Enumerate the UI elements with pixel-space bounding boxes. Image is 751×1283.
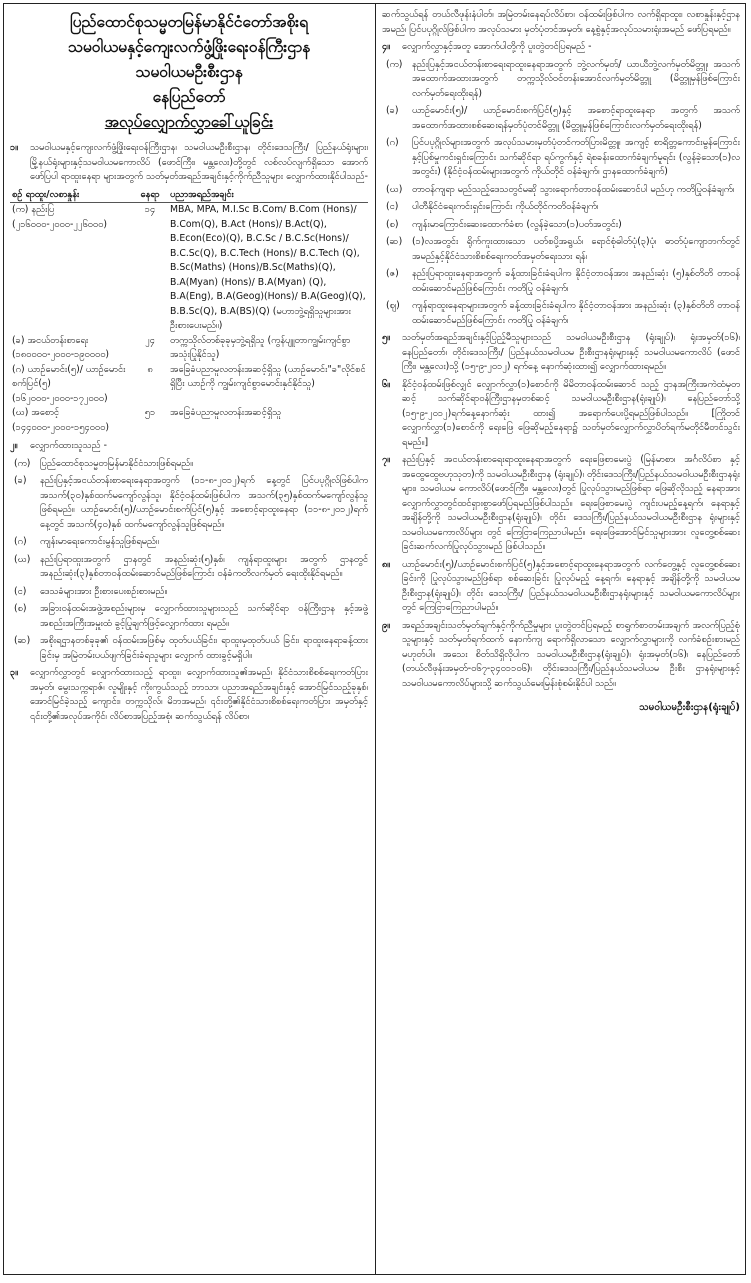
list-item (382, 267, 740, 296)
list-item-marker: (ဂ) (386, 137, 399, 148)
list-item-text: အခြားဝန်ထမ်းအဖွဲ့အစည်းများမှ လျှောက်ထားသူများသည် သက်ဆိုင်ရာ ဝန်ကြီးဌာန နှင့်အဖွဲ့အစည်းအကြီးအမှူးထံ ခွင့်ပြုချက်ဖြင့်လျှောက်ထား ရမည်။ (40, 603, 368, 629)
list-item (382, 136, 740, 180)
section-4-text: လျှောက်လွှာနှင့်အတူ အောက်ပါတို့ကို ပူးတွဲတင်ပြရမည် - (402, 41, 592, 52)
list-item-marker: (ခ) (386, 105, 399, 116)
list-item-text: ပြင်ပပုဂ္ဂိုလ်များအတွက် အလုပ်သမားမှတ်ပုံတင်ကတ်ပြားမိတ္တူ၊ အကျင့် စာရိတ္တကောင်းမွန်ကြောင်းနှင့်ပြစ်မှုကင်းရှင်းကြောင်း သက်ဆိုင်ရာ ရပ်ကွက်နှင့် ရဲစခန်းထောက်ခံချက်မူရင်း (လွန်ခဲ့သော(၁)လအတွင်း) (နိုင်ငံ့ဝန်ထမ်းများအတွက် ကိုယ်တိုင် ဝန်ခံချက်၊ ဌာနထောက်ခံချက်) (412, 137, 740, 177)
list-item-marker: (ဃ) (386, 183, 403, 195)
list-item-text: နည်းပြရာထူးအတွက် ဌာနတွင် အနည်းဆုံး(၅)နှစ်၊ ကျန်ရာထူးများ အတွက် ဌာနတွင် အနည်းဆုံး(၃)နှစ်တာဝန်ထမ်းဆောင်မည်ဖြစ်ကြောင်း ဝန်ခံကတိလက်မှတ် ရေးထိုးနိုင်ရမည်။ (40, 553, 368, 579)
section-6-text: နိုင်ငံ့ဝန်ထမ်းဖြစ်လျှင် လျှောက်လွှာ(၁)စောင်ကို မိမိတာဝန်ထမ်းဆောင် သည့် ဌာနအကြီးအကဲထံမှတဆင့် သက်ဆိုင်ရာဝန်ကြီးဌာနမှတစ်ဆင့် သမဝါယမဦးစီးဌာန(ရုံးချုပ်)၊ နေပြည်တော်သို့ (၁၅-၉-၂၀၁၂)ရက်နေ့နောက်ဆုံး ထား၍ အရောက်ပေးပို့ရမည်ဖြစ်ပါသည်။ [ကြိုတင်လျှောက်လွှာ(၁)စောင်ကို ရေးဖြေ ဖြေဆိုမည့်နေရာ၌ သတ်မှတ်လျှောက်လွှာပိတ်ရက်မတိုင်မီတင်သွင်း ရမည်။] (402, 378, 740, 448)
table-row (10, 334, 368, 363)
list-item-text: (၁)လအတွင်း ရိုက်ကူးထားသော ပတ်စပို့အရွယ်၊ ရောင်စုံဓါတ်ပုံ(၃)ပုံ၊ ဓာတ်ပုံကျောဘက်တွင် အမည်နှင့်နိုင်ငံသားစိစစ်ရေးကတ်အမှတ်ရေးသား ရန်၊ (412, 236, 740, 262)
announcement-page (3, 3, 746, 1275)
position-count: ၈ (147, 363, 153, 375)
section-3 (10, 666, 368, 724)
list-item (382, 104, 740, 133)
position-cell (10, 406, 132, 435)
list-item-text: ယာဉ်မောင်း(၅)/ ယာဉ်မောင်းစက်ပြင်(၅)နှင့် အစောင့်ရာထူးနေရာ အတွက် အသက် အထောက်အထားစစ်ဆေးရန်မှတ်ပုံတင်မိတ္တူ (မိတ္တူမှန်ဖြစ်ကြောင်းလက်မှတ်ရေးထိုးရန်) (412, 105, 740, 131)
list-item-text: နည်းပြနှင့်အငယ်တန်းစာရေးနေရာအတွက် (၁၁-၈-၂၀၁၂)ရက် နေ့တွင် ပြင်ပပုဂ္ဂိုလ်ဖြစ်ပါက အသက်(၃၀)နှစ်ထက်မကျော်လွန်သူ၊ နိုင်ငံ့ဝန်ထမ်းဖြစ်ပါက အသက်(၃၅)နှစ်ထက်မကျော်လွန်သူဖြစ်ရမည်။ ယာဉ်မောင်း(၅)/ယာဉ်မောင်းစက်ပြင်(၅)နှင့် အစောင့်ရာထူးနေရာ (၁၁-၈-၂၀၁၂)ရက်နေ့တွင် အသက်(၄၀)နှစ် ထက်မကျော်လွန်သူဖြစ်ရမည်။ (40, 475, 368, 530)
position-qualification: တက္ကသိုလ်တစ်ခုခုမှဘွဲ့ရရှိသူ (ကွန်ပျူတာကျွမ်းကျင်စွာအသုံးပြုနိုင်သူ) (170, 334, 351, 360)
section-9-text: အရည်အချင်းသတ်မှတ်ချက်နှင့်ကိုက်ညီမှုများ ပူးတွဲတင်ပြရမည့် စာရွက်စာတမ်းအချက် အလက်ပြည့်စုံသူများနှင့် သတ်မှတ်ရက်ထက် နောက်ကျ ရောက်ရှိလာသော လျှောက်လွှာများကို လက်ခံစဉ်းစားမည်မဟုတ်ပါ။ အသေး စိတ်သိရှိလိုပါက သမဝါယမဦးစီးဌာန(ရုံးချုပ်)၊ ရုံးအမှတ်(၁၆)၊ နေပြည်တော် (တယ်လီဖုန်းအမှတ်-၀၆၇-၃၄၀၁၁၀၆)၊ တိုင်းဒေသကြီး/ပြည်နယ်သမဝါယမ ဦးစီး ဌာနရုံးများနှင့် သမဝါယမကောလိပ်များသို့ ဆက်သွယ်မေးမြန်းစုံစမ်းနိုင်ပါ သည်။ (402, 619, 740, 689)
section-1-text: သမဝါယမနှင့်ကျေးလက်ဖွံ့ဖြိုးရေးဝန်ကြီးဌာန၊ သမဝါယမဦးစီးဌာန၊ တိုင်းဒေသကြီး/ ပြည်နယ်ရုံးများ၊မြို့နယ်ရုံးများနှင့်သမဝါယမကောလိပ် (ဖောင်ကြီး၊ မန္တလေး)တို့တွင် လစ်လပ်လျက်ရှိသော အောက်ဖော်ပြပါ ရာထူးနေရာ များအတွက် သတ်မှတ်အရည်အချင်းနှင့်ကိုက်ညီသူများ လျှောက်ထားနိုင်ပါသည်- (30, 142, 368, 182)
list-item-marker: (ဆ) (14, 635, 31, 646)
section-2 (10, 439, 368, 454)
list-item (382, 58, 740, 102)
list-item-text: ပါတီနိုင်ငံရေးကင်းရှင်းကြောင်း ကိုယ်တိုင်ကတိဝန်ခံချက်၊ (412, 201, 599, 212)
list-item-marker: (င) (14, 585, 27, 597)
signature-department: သမဝါယမဦးစီးဌာန(ရုံးချုပ်) (639, 702, 740, 713)
list-item-text: တာဝန်ကျရာ မည်သည့်ဒေသတွင်မဆို သွားရောက်တာဝန်ထမ်းဆောင်ပါ မည်ဟု ကတိပြုဝန်ခံချက်၊ (412, 183, 735, 195)
list-item-marker: (စ) (386, 218, 399, 230)
list-item-text: အစိုးရဌာနတစ်ခုခု၏ ဝန်ထမ်းအဖြစ်မှ ထုတ်ပယ်ခြင်း၊ ရာထူးမှထုတ်ပယ် ခြင်း၊ ရာထူးနေရာခန့်ထားခြင်းမှ အမြဲတမ်းပယ်ဖျက်ခြင်းခံရသူများ လျှောက် ထားခွင့်မရှိပါ။ (40, 635, 368, 661)
list-item-marker: (ခ) (14, 475, 27, 486)
position-count: ၁၄ (144, 204, 156, 215)
position-salary: (၁၆၂၀၀၀-၂၀၀၀-၁၇၂၀၀၀) (12, 392, 108, 404)
section-3-number: ၃။ (10, 667, 19, 678)
header-qualification: ပညာအရည်အချင်း (168, 188, 368, 203)
position-count: ၅၁ (144, 407, 156, 418)
list-item (382, 235, 740, 264)
position-salary: (၁၈၀၀၀၀-၂၀၀၀-၁၉၀၀၀၀) (12, 349, 110, 360)
position-qualification: အခြေခံပညာမူလတန်းအဆင့်ရှိသူ (170, 407, 282, 418)
position-cell (10, 363, 132, 407)
section-3-continued: ဆက်သွယ်ရန် တယ်လီဖုန်းနံပါတ်၊ အမြဲတမ်းနေရပ်လိပ်စာ၊ ဝန်ထမ်းဖြစ်ပါက လက်ရှိရာထူး၊ လစာနှုန်းနှင့်ဌာနအမည်၊ ပြင်ပပုဂ္ဂိုလ်ဖြစ်ပါက အလုပ်သမား မှတ်ပုံတင်အမှတ်၊ နေ့စွဲနှင့်အလုပ်သမားရုံးအမည် ဖော်ပြရမည်။ (382, 9, 740, 35)
section-9 (382, 619, 740, 692)
table-row (10, 406, 368, 435)
section-1 (10, 141, 368, 185)
position-title: (ဃ) အစောင့် (12, 407, 60, 418)
positions-table (10, 188, 368, 436)
section-4 (382, 40, 740, 55)
position-title: (ခ) အငယ်တန်းစာရေး (12, 334, 89, 346)
section-9-number: ၉။ (382, 619, 391, 631)
list-item (10, 553, 368, 582)
header-line-government: ပြည်ထောင်စုသမ္မတမြန်မာနိုင်ငံတော်အစိုးရ (69, 13, 309, 31)
list-item-text: ပြည်ထောင်စုသမ္မတမြန်မာနိုင်ငံသားဖြစ်ရမည်။ (40, 457, 194, 469)
column-divider (375, 4, 376, 1274)
position-qualification: MBA, MPA, M.I.Sc B.Com/ B.Com (Hons)/ B.Com(Q), B.Act (Hons)/ B.Act(Q), B.Econ(Eco)(Q), B.C.Sc / B.C.Sc(Hons)/ B.C.Sc(Q), B.C.Tech (Hons)/ B.C.Tech (Q), B.Sc(Maths) (Hons)/B.Sc(Maths)(Q), B.A(Myan) (Hons)/ B.A(Myan) (Q), B.A(Eng), B.A(Geog)(Hons)/ B.A(Geog)(Q), B.B.Sc(Q), B.A(BS)(Q) (မဟာဘွဲ့ရရှိသူများအား ဦးစားပေးမည်။) (170, 204, 366, 331)
section-5 (382, 331, 740, 375)
list-item-marker: (က) (14, 457, 31, 469)
list-item (382, 218, 740, 233)
section-8 (382, 558, 740, 616)
list-item-text: ကျန်ရာထူးနေရာများအတွက် ခန့်ထားခြင်းခံရပါက နိုင်ငံ့တာဝန်အား အနည်းဆုံး (၃)နှစ်တိတိ တာဝန်ထမ်းဆောင်မည်ဖြစ်ကြောင်း ကတိပြု ဝန်ခံချက်၊ (412, 300, 740, 326)
position-title: (ဂ) ယာဉ်မောင်း(၅)/ ယာဉ်မောင်းစက်ပြင်(၅) (12, 363, 126, 389)
list-item-marker: (ဇ) (386, 268, 399, 279)
position-cell (10, 334, 132, 363)
left-column (10, 8, 368, 1270)
list-item-text: ကျန်းမာကြောင်းဆေးထောက်ခံစာ (လွန်ခဲ့သော(၁)ပတ်အတွင်း) (412, 218, 622, 230)
section-7-text: နည်းပြနှင့် အငယ်တန်းစာရေးရာထူးနေရာအတွက် ရေးဖြေစာမေးပွဲ (မြန်မာစာ၊ အင်္ဂလိပ်စာ နှင့်အထွေထွေဗဟုသုတ)ကို သမဝါယမဦးစီးဌာန (ရုံးချုပ်)၊ တိုင်းဒေသကြီး/ပြည်နယ်သမဝါယမဦးစီးဌာနရုံးများ၊ သမဝါယမ ကောလိပ်(ဖောင်ကြီး၊ မန္တလေး)တွင် ပြုလုပ်သွားမည်ဖြစ်ရာ ဖြေဆိုလိုသည့် နေရာအား လျှောက်လွှာတွင်ထင်ရှားစွာဖော်ပြရမည်ဖြစ်ပါသည်။ ရေးဖြေစာမေးပွဲ ကျင်းပမည့်နေ့ရက်၊ နေရာနှင့်အချိန်တို့ကို သမဝါယမဦးစီးဌာန(ရုံးချုပ်)၊ တိုင်း ဒေသကြီး/ပြည်နယ်သမဝါယမဦးစီးဌာန ရုံးများနှင့်သမဝါယမကောလိပ်များ တွင် ကြေငြာကြေညာပါမည်။ ရေးဖြေအောင်မြင်သူများအား လူတွေ့စစ်ဆေး ခြင်းဆက်လက်ပြုလုပ်သွားမည် ဖြစ်ပါသည်။ (402, 454, 740, 552)
position-salary: (၂၁၆၀၀၀-၂၀၀၀-၂၂၆၀၀၀) (12, 218, 107, 230)
header-line-city: နေပြည်တော် (152, 88, 226, 106)
section-7-number: ၇။ (382, 454, 391, 465)
list-item (382, 183, 740, 198)
section-3-text: လျှောက်လွှာတွင် လျှောက်ထားသည့် ရာထူး၊ လျှောက်ထားသူ၏အမည်၊ နိုင်ငံသားစိစစ်ရေးကတ်ပြားအမှတ်၊ မွေးသက္ကရာဇ်၊ လူမျိုးနှင့် ကိုးကွယ်သည့် ဘာသာ၊ ပညာအရည်အချင်းနှင့် အောင်မြင်သည့်ခုနှစ်၊ အောင်မြင်ခဲ့သည့် ကျောင်း၊ တက္ကသိုလ်၊ မိဘအမည်၊ ၎င်းတို့၏နိုင်ငံသားစိစစ်ရေးကတ်ပြား အမှတ်နှင့် ၎င်းတို့၏အလုပ်အကိုင်၊ လိပ်စာအပြည့်အစုံ၊ ဆက်သွယ်ရန် လိပ်စာ၊ (30, 667, 368, 722)
section-6-number: ၆။ (382, 378, 391, 390)
list-item (10, 602, 368, 631)
section-8-number: ၈။ (382, 558, 391, 570)
list-item (10, 457, 368, 472)
table-row (10, 363, 368, 407)
list-item-text: နည်းပြနှင့်အငယ်တန်းစာရေးရာထူးနေရာအတွက် ဘွဲ့လက်မှတ်/ ယာယီဘွဲ့လက်မှတ်မိတ္တူ၊ အသက်အထောက်အထားအတွက် တက္ကသိုလ်ဝင်တန်းအောင်လက်မှတ်မိတ္တူ (မိတ္တူမှန်ဖြစ်ကြောင်း လက်မှတ်ရေးထိုးရန်) (412, 58, 740, 99)
position-count: ၂၄ (145, 334, 155, 346)
list-item (10, 634, 368, 663)
section-2-text: လျှောက်ထားသူသည် - (30, 440, 107, 451)
list-item-marker: (ဂ) (14, 536, 27, 547)
section-5-number: ၅။ (382, 332, 391, 343)
list-item-text: ကျန်းမာရေးကောင်းမွန်သူဖြစ်ရမည်။ (40, 536, 159, 547)
position-title: (က) နည်းပြ (12, 204, 55, 215)
header-line-ministry: သမဝါယမနှင့်ကျေးလက်ဖွံ့ဖြိုးရေးဝန်ကြီးဌာန (67, 38, 311, 56)
list-item-marker: (ဈ) (386, 300, 400, 311)
position-cell (10, 203, 132, 334)
list-item-marker: (င) (386, 201, 399, 212)
list-item-text: ဒေသခံများအား ဦးစားပေးစဉ်းစားမည်။ (40, 585, 168, 597)
position-salary: (၁၄၄၀၀၀-၂၀၀၀-၁၅၄၀၀၀) (12, 421, 109, 433)
list-item-text: နည်းပြရာထူးနေရာအတွက် ခန့်ထားခြင်းခံရပါက နိုင်ငံ့တာဝန်အား အနည်းဆုံး (၅)နှစ်တိတိ တာဝန်ထမ်းဆောင်မည်ဖြစ်ကြောင်း ကတိပြု ဝန်ခံချက်၊ (412, 268, 740, 294)
header-count: နေရာ (132, 188, 168, 203)
list-item-marker: (ဆ) (386, 236, 403, 247)
list-item (10, 474, 368, 532)
section-2-number: ၂။ (10, 440, 18, 451)
list-item-marker: (စ) (14, 603, 27, 614)
positions-table-header (10, 188, 368, 203)
position-qualification: အခြေခံပညာမူလတန်းအဆင့်ရှိသူ (ယာဉ်မောင်း"ခ"လိုင်စင်ရှိပြီး ယာဉ်ကို ကျွမ်းကျင်စွာမောင်းနှင်နိုင်သူ) (170, 363, 366, 389)
section-4-number: ၄။ (382, 41, 391, 52)
section-7 (382, 453, 740, 555)
table-row (10, 203, 368, 334)
section-8-text: ယာဉ်မောင်း(၅)/ယာဉ်မောင်းစက်ပြင်(၅)နှင့်အစောင့်ရာထူးနေရာအတွက် လက်တွေ့နှင့် လူတွေ့စစ်ဆေးခြင်းကို ပြုလုပ်သွားမည်ဖြစ်ရာ စစ်ဆေးခြင်း ပြုလုပ်မည့် နေ့ရက်၊ နေရာနှင့် အချိန်တို့ကို သမဝါယမဦးစီးဌာန(ရုံးချုပ်)၊ တိုင်း ဒေသကြီး/ ပြည်နယ်သမဝါယမဦးစီးဌာနရုံးများနှင့် သမဝါယမကောလိပ်များ တွင် ကြေငြာကြေညာပါမည်။ (402, 558, 740, 613)
list-item (382, 299, 740, 328)
list-item (382, 200, 740, 215)
header-position: စဉ် ရာထူး/လစာနှုန်း (10, 188, 132, 203)
section-6 (382, 378, 740, 451)
list-item (10, 585, 368, 600)
right-column (382, 8, 740, 1270)
header-line-title: အလုပ်လျှောက်လွှာခေါ်ယူခြင်း (104, 113, 274, 131)
header-line-department: သမဝါယမဦးစီးဌာန (135, 63, 243, 81)
list-item-marker: (ဃ) (14, 553, 31, 565)
section-1-number: ၁။ (10, 142, 19, 153)
list-item-marker: (က) (386, 58, 403, 70)
section-5-text: သတ်မှတ်အရည်အချင်းနှင့်ပြည့်မီသူများသည် သမဝါယမဦးစီးဌာန (ရုံးချုပ်)၊ ရုံးအမှတ်(၁၆)၊ နေပြည်တော်၊ တိုင်းဒေသကြီး/ ပြည်နယ်သမဝါယမ ဦးစီးဌာနရုံးများနှင့် သမဝါယမကောလိပ် (ဖောင်ကြီး၊ မန္တလေး)သို့ (၁၅-၉-၂၀၁၂) ရက်နေ့ နောက်ဆုံးထား၍ လျှောက်ထားရမည်။ (402, 332, 740, 372)
document-header (10, 10, 368, 135)
list-item (10, 535, 368, 550)
